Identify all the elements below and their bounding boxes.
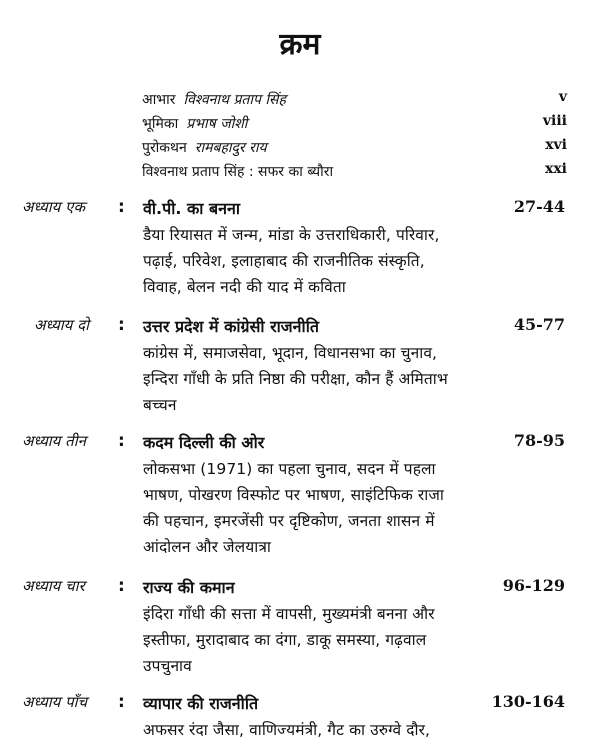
summary-line: विवाह, बेलन नदी की याद में कविता xyxy=(143,278,346,296)
front-author: रामबहादुर राय xyxy=(194,140,267,156)
page-title: क्रम xyxy=(279,27,321,62)
chapter-pages: 96-129 xyxy=(502,576,565,595)
summary-line: आंदोलन और जेलयात्रा xyxy=(143,538,272,556)
summary-line: बच्चन xyxy=(143,396,177,414)
summary-line: कांग्रेस में, समाजसेवा, भूदान, विधानसभा का चुनाव, xyxy=(143,344,438,362)
summary-line: इस्तीफा, मुरादाबाद का दंगा, डाकू समस्या, गढ़वाल xyxy=(143,631,427,649)
chapter-summary xyxy=(143,602,573,680)
summary-line: डैया रियासत में जन्म, मांडा के उत्तराधिकारी, परिवार, xyxy=(143,226,440,244)
chapter-pages: 130-164 xyxy=(491,692,565,711)
summary-line: लोकसभा (1971) का पहला चुनाव, सदन में पहला xyxy=(143,460,436,478)
chapter-label: अध्याय चार xyxy=(22,577,85,595)
summary-line: उपचुनाव xyxy=(143,657,192,675)
chapter-summary xyxy=(143,457,573,561)
front-author: प्रभाष जोशी xyxy=(186,116,248,132)
summary-line: भाषण, पोखरण विस्फोट पर भाषण, साइंटिफिक राजा xyxy=(143,486,444,504)
chapter-colon: : xyxy=(118,431,125,451)
front-label: आभार xyxy=(142,92,176,108)
chapter-label: अध्याय दो xyxy=(34,316,90,334)
toc-front-item xyxy=(142,88,567,112)
summary-line: की पहचान, इमरजेंसी पर दृष्टिकोण, जनता शासन में xyxy=(143,512,435,530)
chapter-summary xyxy=(143,223,573,301)
front-label: पुरोकथन xyxy=(142,140,187,156)
front-page-number: xvi xyxy=(545,137,567,153)
chapter-colon: : xyxy=(118,576,125,596)
chapter-colon: : xyxy=(118,197,125,217)
summary-line: अफसर रंदा जैसा, वाणिज्यमंत्री, गैट का उरुग्वे दौर, xyxy=(143,721,431,739)
chapter-pages: 27-44 xyxy=(513,197,565,216)
summary-line: इंदिरा गाँधी की सत्ता में वापसी, मुख्यमंत्री बनना और xyxy=(143,605,435,623)
front-author: विश्वनाथ प्रताप सिंह xyxy=(183,92,286,108)
chapter-pages: 45-77 xyxy=(513,315,565,334)
toc-front-item xyxy=(142,160,567,184)
chapter-title: व्यापार की राजनीति xyxy=(143,694,259,713)
front-page-number: v xyxy=(558,89,567,105)
chapter-summary xyxy=(143,341,573,419)
chapter-title: उत्तर प्रदेश में कांग्रेसी राजनीति xyxy=(143,317,319,336)
chapter-colon: : xyxy=(118,315,125,335)
chapter-summary xyxy=(143,718,573,744)
chapter-pages: 78-95 xyxy=(513,431,565,450)
front-page-number: viii xyxy=(542,113,567,129)
chapter-title: राज्य की कमान xyxy=(143,578,235,597)
front-label: विश्वनाथ प्रताप सिंह : सफर का ब्यौरा xyxy=(142,164,334,180)
toc-front-item xyxy=(142,112,567,136)
chapter-label: अध्याय एक xyxy=(22,198,85,216)
chapter-title: वी.पी. का बनना xyxy=(143,199,241,218)
chapter-label: अध्याय तीन xyxy=(22,432,86,450)
front-label: भूमिका xyxy=(142,116,179,132)
chapter-title: कदम दिल्ली की ओर xyxy=(143,433,265,452)
chapter-colon: : xyxy=(118,692,125,712)
toc-front-item xyxy=(142,136,567,160)
chapter-label: अध्याय पाँच xyxy=(22,693,88,711)
summary-line: इन्दिरा गाँधी के प्रति निष्ठा की परीक्षा, कौन हैं अमिताभ xyxy=(143,370,448,388)
summary-line: पढ़ाई, परिवेश, इलाहाबाद की राजनीतिक संस्कृति, xyxy=(143,252,425,270)
front-page-number: xxi xyxy=(544,161,567,177)
